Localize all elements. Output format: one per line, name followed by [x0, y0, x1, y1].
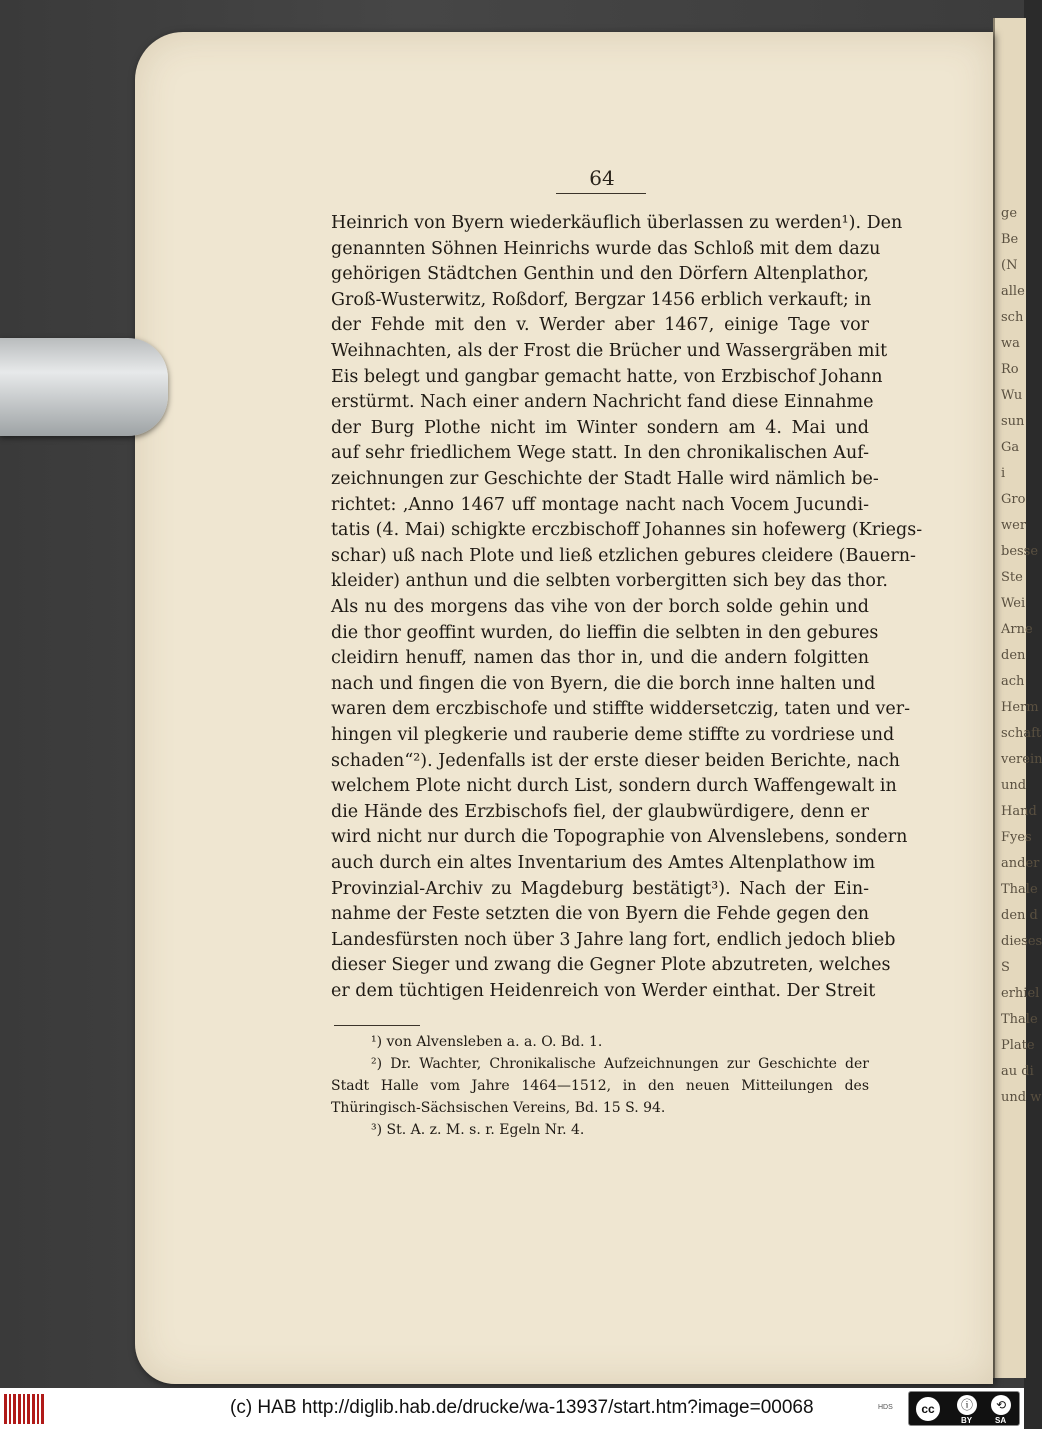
footnote-line: Thüringisch-Sächsischen Vereins, Bd. 15 S. 94.	[331, 1100, 666, 1116]
adjacent-page-edge	[993, 18, 1042, 1378]
adjacent-page-fragment: alle	[1001, 284, 1025, 299]
by-icon: ⓘ	[957, 1395, 977, 1415]
adjacent-page-fragment: sch	[1001, 310, 1024, 325]
adjacent-page-fragment: dieses	[1001, 934, 1042, 949]
sa-label: SA	[995, 1416, 1007, 1425]
adjacent-page-fragment: wa	[1001, 336, 1020, 351]
body-line: waren dem erczbischofe und stiffte widdersetczig, taten und ver-	[331, 699, 911, 720]
body-line: wird nicht nur durch die Topographie von Alvenslebens, sondern	[331, 827, 908, 848]
footnote-line: ¹) von Alvensleben a. a. O. Bd. 1.	[371, 1034, 603, 1050]
body-line: Provinzial-Archiv zu Magdeburg bestätigt³). Nach der Ein-	[331, 878, 869, 899]
adjacent-page-fragment: Ga	[1001, 440, 1020, 455]
footnote-line: Stadt Halle vom Jahre 1464—1512, in den neuen Mitteilungen des	[331, 1078, 869, 1094]
adjacent-page-fragment: und	[1001, 778, 1027, 793]
adjacent-page-fragment: erhiel	[1001, 986, 1040, 1001]
body-line: die thor geoffint wurden, do lieffin die selbten in den gebures	[331, 622, 879, 643]
footnote-line: ³) St. A. z. M. s. r. Egeln Nr. 4.	[371, 1122, 585, 1138]
footer-bar	[0, 1388, 1024, 1429]
adjacent-page-fragment: Fyes	[1001, 830, 1032, 845]
body-line: erstürmt. Nach einer andern Nachricht fand diese Einnahme	[331, 392, 874, 413]
adjacent-page-fragment: Thale	[1001, 1012, 1038, 1027]
adjacent-page-fragment: besse	[1001, 544, 1039, 559]
bookmark-clip	[0, 338, 168, 436]
body-line: nach und fingen die von Byern, die die borch inne halten und	[331, 673, 876, 694]
body-line: Weihnachten, als der Frost die Brücher und Wassergräben mit	[331, 341, 888, 361]
body-line: er dem tüchtigen Heidenreich von Werder einthat. Der Streit	[331, 981, 876, 1001]
body-line: die Hände des Erzbischofs fiel, der glaubwürdigere, denn er	[331, 801, 869, 822]
body-line: hingen vil plegkerie und rauberie deme stiffte zu vordriese und	[331, 725, 895, 745]
adjacent-page-fragment: au di	[1001, 1064, 1034, 1079]
footnote-rule	[334, 1025, 420, 1026]
cc-license-badge[interactable]	[908, 1391, 1020, 1426]
adjacent-page-fragment: Thale	[1001, 882, 1038, 897]
adjacent-page-fragment: sun	[1001, 414, 1025, 429]
body-line: schar) uß nach Plote und ließ etzlichen gebures cleidere (Bauern-	[331, 545, 916, 566]
body-line: der Fehde mit den v. Werder aber 1467, einige Tage vor	[331, 315, 869, 336]
body-line: der Burg Plothe nicht im Winter sondern am 4. Mai und	[331, 417, 869, 438]
adjacent-page-fragment: Ste	[1001, 570, 1023, 585]
body-line: Landesfürsten noch über 3 Jahre lang fort, endlich jedoch blieb	[331, 929, 896, 950]
body-line: Eis belegt und gangbar gemacht hatte, von Erzbischof Johann	[331, 366, 883, 387]
adjacent-page-fragment: Be	[1001, 232, 1019, 247]
library-logo-icon	[4, 1394, 44, 1424]
body-line: auf sehr friedlichem Wege statt. In den chronikalischen Auf-	[331, 443, 869, 464]
adjacent-page-fragment: ander	[1001, 856, 1040, 871]
adjacent-page-fragment: Gro	[1001, 492, 1026, 507]
page-number-rule	[556, 193, 646, 194]
adjacent-page-fragment: verein	[1001, 752, 1042, 767]
adjacent-page-fragment: Ro	[1001, 362, 1019, 377]
cc-icon: cc	[914, 1395, 942, 1423]
body-line: nahme der Feste setzten die von Byern die Fehde gegen den	[331, 904, 869, 925]
adjacent-page-fragment: ge	[1001, 206, 1018, 221]
body-line: gehörigen Städtchen Genthin und den Dörfern Altenplathor,	[331, 264, 869, 285]
by-label: BY	[961, 1416, 973, 1425]
adjacent-page-fragment: Hand	[1001, 804, 1037, 819]
body-line: kleider) anthun und die selbten vorbergitten sich bey das thor.	[331, 571, 888, 592]
footer-small-mark: HDS	[878, 1404, 893, 1411]
adjacent-page-fragment: und w	[1001, 1090, 1042, 1105]
page-number: 64	[589, 166, 615, 190]
adjacent-page-fragment: schaft	[1001, 726, 1042, 741]
adjacent-page-fragment: Wei	[1001, 596, 1026, 611]
body-line: zeichnungen zur Geschichte der Stadt Halle wird nämlich be-	[331, 469, 879, 489]
adjacent-page-fragment: Arne	[1001, 622, 1033, 637]
adjacent-page-fragment: wer	[1001, 518, 1027, 533]
adjacent-page-fragment: ach	[1001, 674, 1025, 689]
body-line: genannten Söhnen Heinrichs wurde das Schloß mit dem dazu	[331, 238, 881, 259]
body-line: dieser Sieger und zwang die Gegner Plote abzutreten, welches	[331, 955, 891, 976]
body-line: Heinrich von Byern wiederkäuflich überlassen zu werden¹). Den	[331, 213, 903, 233]
adjacent-page-fragment: i	[1001, 466, 1006, 481]
adjacent-page-fragment: (N	[1001, 258, 1018, 273]
adjacent-page-fragment: den d	[1001, 908, 1038, 923]
body-line: richtet: ‚Anno 1467 uff montage nacht nach Vocem Jucundi-	[331, 494, 869, 515]
sa-icon: ⟲	[991, 1395, 1011, 1415]
body-line: Als nu des morgens das vihe von der borch solde gehin und	[331, 597, 869, 617]
adjacent-page-fragment: Herm	[1001, 700, 1039, 715]
body-line: Groß-Wusterwitz, Roßdorf, Bergzar 1456 erblich verkauft; in	[331, 289, 872, 310]
body-line: auch durch ein altes Inventarium des Amtes Altenplathow im	[331, 853, 876, 873]
body-line: welchem Plote nicht durch List, sondern durch Waffengewalt in	[331, 776, 897, 797]
adjacent-page-fragment: den	[1001, 648, 1026, 663]
body-line: cleidirn henuff, namen das thor in, und die andern folgitten	[331, 648, 869, 669]
footnote-line: ²) Dr. Wachter, Chronikalische Aufzeichnungen zur Geschichte der	[371, 1056, 869, 1072]
body-line: tatis (4. Mai) schigkte erczbischoff Johannes sin hofewerg (Kriegs-	[331, 520, 923, 541]
footer-credit-link[interactable]: (c) HAB http://diglib.hab.de/drucke/wa-13937/start.htm?image=00068	[230, 1397, 814, 1418]
adjacent-page-fragment: Wu	[1001, 388, 1023, 403]
adjacent-page-fragment: Plate	[1001, 1038, 1035, 1053]
body-line: schaden“²). Jedenfalls ist der erste dieser beiden Berichte, nach	[331, 750, 900, 771]
adjacent-page-fragment: S	[1001, 960, 1010, 975]
